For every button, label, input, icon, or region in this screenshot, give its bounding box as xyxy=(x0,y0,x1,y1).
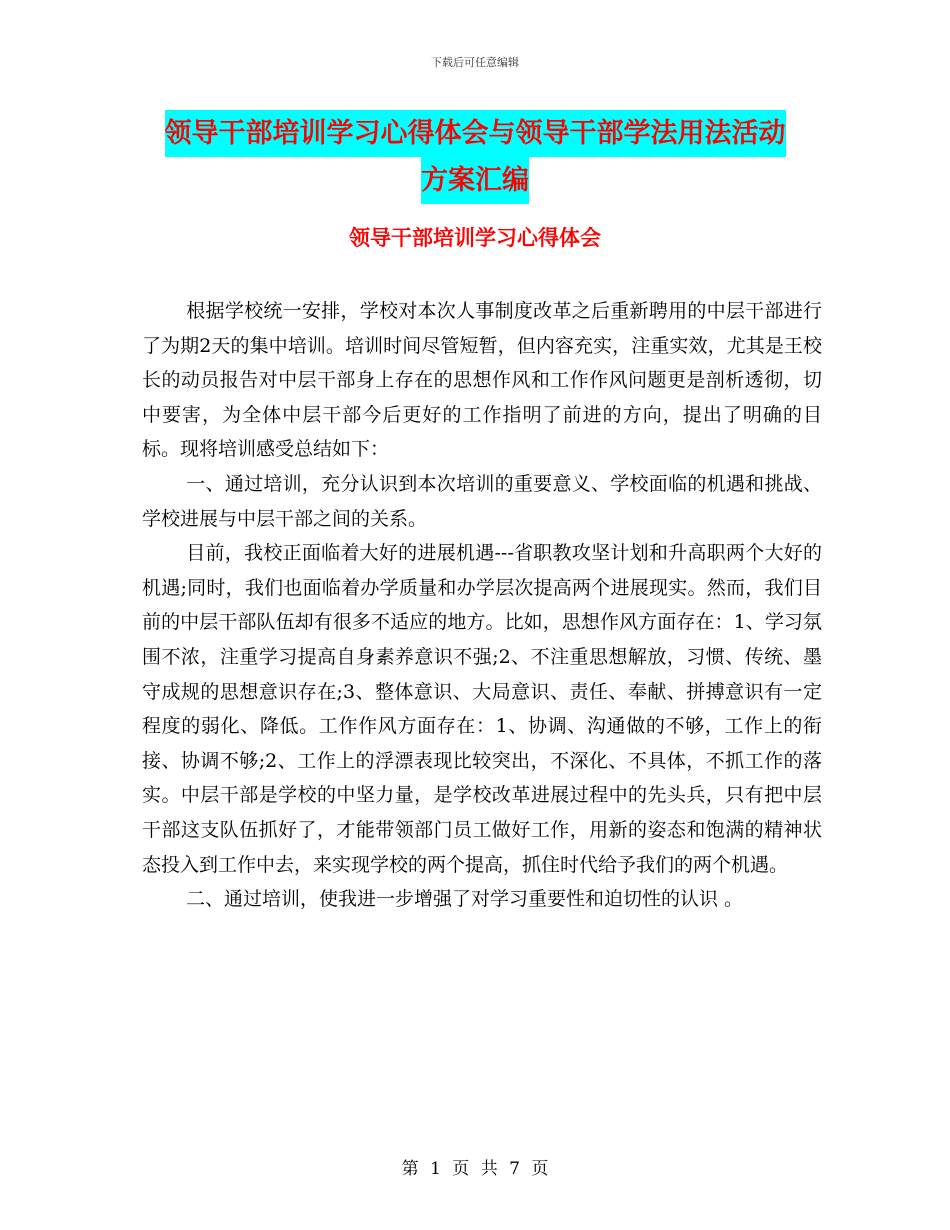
document-title-line-1: 领导干部培训学习心得体会与领导干部学法用法活动 xyxy=(165,110,786,157)
body-text xyxy=(142,294,822,917)
paragraph-text: 一、通过培训，充分认识到本次培训的重要意义、学校面临的机遇和挑战、学校进展与中层干部之间的关系。 xyxy=(142,472,822,530)
section-title: 领导干部培训学习心得体会 xyxy=(349,226,601,250)
paragraph xyxy=(142,294,822,467)
paragraph xyxy=(142,882,822,917)
paragraph xyxy=(142,467,822,536)
paragraph-text: 目前，我校正面临着大好的进展机遇---省职教攻坚计划和升高职两个大好的机遇;同时，我们也面临着办学质量和办学层次提高两个进展现实。然而，我们目前的中层干部队伍却有很多不适应的地方。比如，思想作风方面存在：1、学习氛围不浓，注重学习提高自身素养意识不强;2、不注重思想解放，习惯、传统、墨守成规的思想意识存在;3、整体意识、大局意识、责任、奉献、拼搏意识有一定程度的弱化、降低。工作作风方面存在：1、协调、沟通做的不够，工作上的衔接、协调不够;2、工作上的浮漂表现比较突出，不深化、不具体，不抓工作的落实。中层干部是学校的中坚力量，是学校改革进展过程中的先头兵，只有把中层干部这支队伍抓好了，才能带领部门员工做好工作，用新的姿态和饱满的精神状态投入到工作中去，来实现学校的两个提高，抓住时代给予我们的两个机遇。 xyxy=(142,542,822,876)
header-note: 下载后可任意编辑 xyxy=(431,56,519,69)
paragraph xyxy=(142,536,822,882)
paragraph-text: 二、通过培训，使我进一步增强了对学习重要性和迫切性的认识 。 xyxy=(186,888,744,911)
page-footer: 第 1 页 共 7 页 xyxy=(401,1159,549,1179)
document-title-line-2: 方案汇编 xyxy=(421,157,529,204)
paragraph-text: 根据学校统一安排，学校对本次人事制度改革之后重新聘用的中层干部进行了为期2天的集中培训。培训时间尽管短暂，但内容充实，注重实效，尤其是王校长的动员报告对中层干部身上存在的思想作风和工作作风问题更是剖析透彻，切中要害，为全体中层干部今后更好的工作指明了前进的方向，提出了明确的目标。现将培训感受总结如下： xyxy=(142,300,822,461)
document-title xyxy=(0,110,950,204)
